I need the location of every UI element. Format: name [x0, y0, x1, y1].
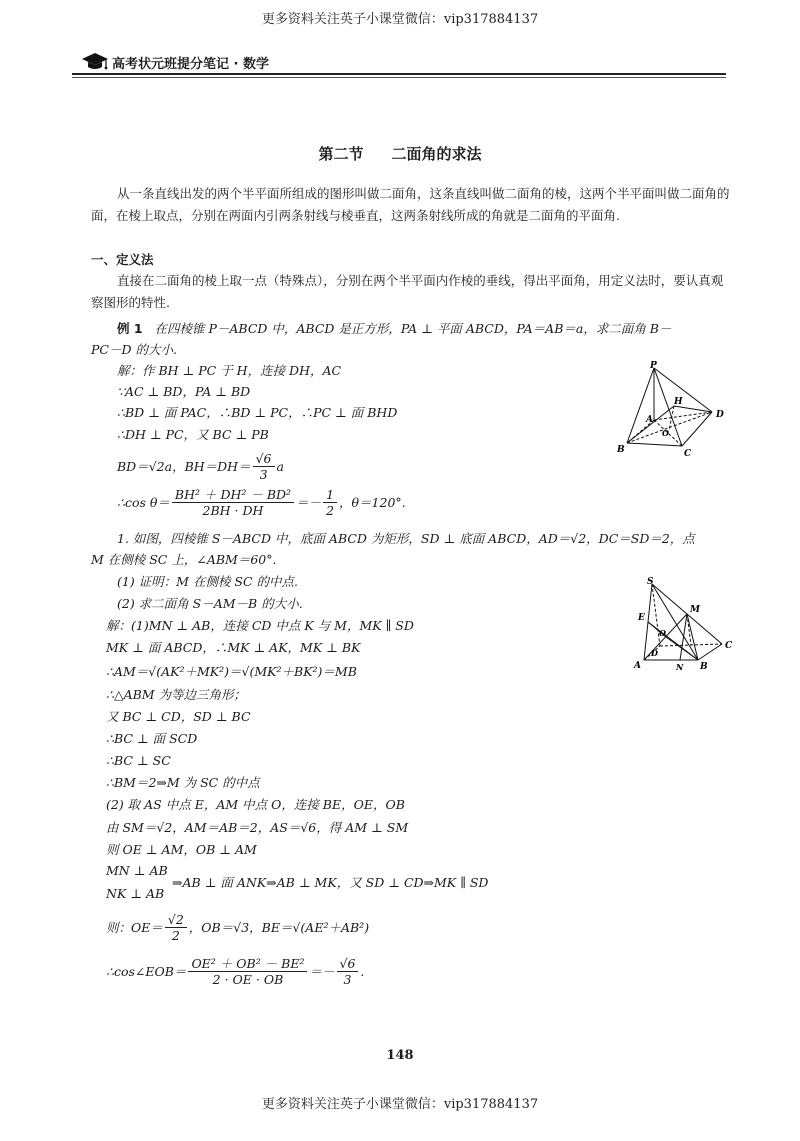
- problem-line-2: M 在侧棱 SC 上，∠ABM＝60°.: [91, 552, 277, 567]
- denominator: 2 · OE · OB: [212, 972, 284, 987]
- vertex-label-B: B: [700, 662, 708, 672]
- problem-line-1: 1. 如图，四棱锥 S－ABCD 中，底面 ABCD 为矩形，SD ⊥ 底面 ABCD，AD＝√2，DC＝SD＝2，点: [117, 531, 695, 546]
- oe-line: [106, 912, 369, 943]
- vertex-label-D: D: [651, 648, 658, 658]
- example-cos-line: [117, 487, 406, 518]
- fraction: [165, 912, 187, 943]
- oe-prefix: 则：OE＝: [106, 919, 163, 935]
- denominator: 3: [259, 467, 268, 482]
- example-step-2: ∵AC ⊥ BD，PA ⊥ BD: [117, 384, 251, 399]
- cos-prefix: ∴cos θ＝: [117, 494, 170, 510]
- example-bd-line: [117, 451, 284, 482]
- example-step-4: ∴DH ⊥ PC，又 BC ⊥ PB: [117, 427, 269, 442]
- header-rule-thin: [72, 77, 726, 78]
- vertex-label-O: O: [662, 428, 669, 438]
- example-step-1: 解：作 BH ⊥ PC 于 H，连接 DH，AC: [117, 363, 342, 378]
- vertex-label-D: D: [716, 410, 724, 420]
- numerator: 1: [323, 487, 337, 503]
- example-step-3: ∴BD ⊥ 面 PAC，∴BD ⊥ PC，∴PC ⊥ 面 BHD: [117, 405, 398, 420]
- problem-step-1: 解：(1)MN ⊥ AB，连接 CD 中点 K 与 M，MK ∥ SD: [106, 618, 414, 633]
- watermark-bottom: 更多资料关注英子小课堂微信：vip317884137: [261, 1097, 539, 1112]
- problem-step-9: (2) 取 AS 中点 E，AM 中点 O，连接 BE，OE，OB: [106, 797, 405, 812]
- header-rule: [72, 73, 726, 75]
- fraction: [337, 956, 359, 987]
- numerator: BH² ＋ DH² － BD²: [172, 487, 294, 503]
- vertex-label-A: A: [634, 661, 641, 671]
- problem-step-7: ∴BC ⊥ SC: [106, 753, 171, 768]
- oe-suffix: ，OB＝√3，BE＝√(AE²＋AB²): [188, 919, 370, 935]
- numerator: √2: [165, 912, 187, 928]
- cos-equals: ＝－: [309, 963, 335, 979]
- vertex-label-H: H: [674, 397, 683, 407]
- method-heading: 一、定义法: [91, 252, 154, 267]
- example-problem-text: 在四棱锥 P－ABCD 中，ABCD 是正方形，PA ⊥ 平面 ABCD，PA＝AB＝a，求二面角 B－: [154, 321, 672, 336]
- vertex-label-B: B: [617, 445, 625, 455]
- numerator: OE² ＋ OB² － BE²: [188, 956, 307, 972]
- cos-suffix: ，θ＝120°.: [339, 494, 406, 510]
- problem-step-10: 由 SM＝√2，AM＝AB＝2，AS＝√6，得 AM ⊥ SM: [106, 820, 409, 835]
- example-label: 例 1: [117, 321, 143, 336]
- watermark-top: 更多资料关注英子小课堂微信：vip317884137: [261, 12, 539, 27]
- denominator: 3: [343, 972, 352, 987]
- denominator: 2: [171, 928, 180, 943]
- brace-conclusion: ⇒AB ⊥ 面 ANK⇒AB ⊥ MK，又 SD ⊥ CD⇒MK ∥ SD: [172, 875, 489, 890]
- vertex-label-N: N: [676, 662, 684, 672]
- intro-paragraph: 从一条直线出发的两个半平面所组成的图形叫做二面角，这条直线叫做二面角的棱，这两个半平面叫做二面角的面，在棱上取点，分别在两面内引两条射线与棱垂直，这两条射线所成的角就是二面角的平面角.: [91, 186, 730, 223]
- vertex-label-P: P: [650, 361, 657, 371]
- page-title: [0, 143, 800, 164]
- vertex-label-S: S: [647, 577, 654, 587]
- vertex-label-A: A: [646, 415, 653, 425]
- fraction: [188, 956, 307, 987]
- problem-step-5: 又 BC ⊥ CD，SD ⊥ BC: [106, 709, 251, 724]
- numerator: √6: [337, 956, 359, 972]
- problem-question-1: (1) 证明：M 在侧棱 SC 的中点.: [117, 574, 299, 589]
- vertex-label-E: E: [638, 613, 645, 623]
- graduation-cap-icon: [80, 50, 110, 72]
- brace-condition-top: MN ⊥ AB: [106, 863, 168, 878]
- problem-step-11: 则 OE ⊥ AM，OB ⊥ AM: [106, 842, 257, 857]
- problem-step-2: MK ⊥ 面 ABCD，∴MK ⊥ AK，MK ⊥ BK: [106, 640, 361, 655]
- page-number: 148: [386, 1048, 414, 1063]
- denominator: 2: [326, 503, 335, 518]
- pyramid-figure-1: [612, 360, 737, 460]
- cos-suffix: .: [360, 963, 365, 979]
- pyramid-figure-2: [630, 576, 735, 672]
- vertex-label-O: O: [659, 628, 666, 638]
- problem-step-8: ∴BM＝2⇒M 为 SC 的中点: [106, 775, 260, 790]
- fraction: [253, 451, 275, 482]
- problem-step-6: ∴BC ⊥ 面 SCD: [106, 731, 198, 746]
- example-problem-line-2: PC－D 的大小.: [91, 342, 177, 357]
- bd-suffix: a: [276, 458, 284, 474]
- problem-step-3: ∴AM＝√(AK²＋MK²)＝√(MK²＋BK²)＝MB: [106, 664, 357, 679]
- cos-prefix: ∴cos∠EOB＝: [106, 963, 187, 979]
- vertex-label-M: M: [690, 605, 700, 615]
- numerator: √6: [253, 451, 275, 467]
- cos-eob-line: [106, 956, 364, 987]
- denominator: 2BH · DH: [202, 503, 264, 518]
- vertex-label-C: C: [725, 641, 733, 651]
- section-number: 第二节: [318, 145, 364, 163]
- section-topic: 二面角的求法: [391, 145, 482, 163]
- vertex-label-C: C: [684, 449, 692, 459]
- fraction: [172, 487, 294, 518]
- fraction: [323, 487, 337, 518]
- bd-text: BD＝√2a，BH＝DH＝: [117, 458, 251, 474]
- brace-condition-bottom: NK ⊥ AB: [106, 886, 165, 901]
- header-title: 高考状元班提分笔记 · 数学: [112, 57, 269, 72]
- cos-equals: ＝－: [296, 494, 322, 510]
- method-description: 直接在二面角的棱上取一点（特殊点），分别在两个半平面内作棱的垂线，得出平面角，用定义法时，要认真观察图形的特性.: [91, 273, 724, 310]
- problem-step-4: ∴△ABM 为等边三角形；: [106, 687, 247, 702]
- example-problem-line-1: [117, 320, 672, 338]
- problem-question-2: (2) 求二面角 S－AM－B 的大小.: [117, 596, 303, 611]
